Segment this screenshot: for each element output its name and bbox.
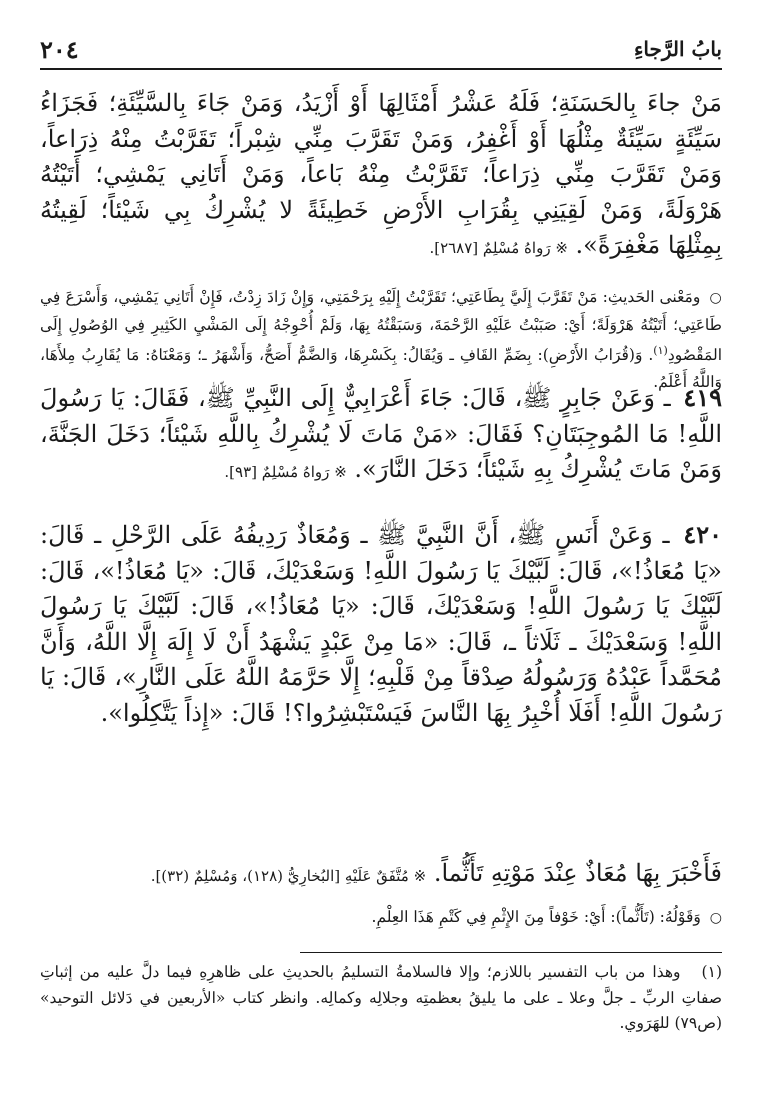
- circle-marker-icon: ○: [709, 910, 722, 926]
- hadith-number: ٤١٩: [683, 383, 722, 412]
- hadith-source: ※ رَواهُ مُسْلِمٌ [٩٣].: [224, 463, 347, 481]
- hadith-text: ـ وَعَنْ جَابِرٍ ﷺ، قَالَ: جَاءَ أَعْرَابِيٌّ إِلَى النَّبِيِّ ﷺ، فَقَالَ: يَا رَسُولَ اللَّهِ! مَا المُوجِبَتَانِ؟ فَقَالَ: «مَنْ مَاتَ لَا يُشْرِكُ بِاللَّهِ شَيْئاً؛ دَخَلَ الجَنَّةَ، وَمَنْ مَاتَ يُشْرِكُ بِهِ شَيْئاً؛ دَخَلَ النَّارَ».: [40, 384, 722, 483]
- hadith-continuation: [40, 86, 722, 267]
- hadith-text: فَأَخْبَرَ بِهَا مُعَاذٌ عِنْدَ مَوْتِهِ تَأَثُّماً.: [433, 859, 722, 887]
- page-number: ٢٠٤: [40, 34, 79, 64]
- running-header: [40, 30, 722, 70]
- hadith-text: مَنْ جاءَ بِالحَسَنَةِ؛ فَلَهُ عَشْرُ أَمْثَالِهَا أَوْ أَزْيَدُ، وَمَنْ جَاءَ بِالسَّيِّئَةِ؛ فَجَزَاءُ سَيِّئَةٍ سَيِّئَةٌ مِثْلُهَا أَوْ أَغْفِرُ، وَمَنْ تَقَرَّبَ مِنِّي شِبْراً؛ تَقَرَّبْتُ مِنْهُ ذِرَاعاً، وَمَنْ تَقَرَّبَ مِنِّي ذِرَاعاً؛ تَقَرَّبْتُ مِنْهُ بَاعاً، وَمَنْ أَتَانِي يَمْشِي؛ أَتَيْتُهُ هَرْوَلَةً، وَمَنْ لَقِيَنِي بِقُرَابِ الأَرْضِ خَطِيئَةً لا يُشْرِكُ بِي شَيْئاً؛ لَقِيتُهُ بِمِثْلِهَا مَغْفِرَةً».: [40, 89, 722, 259]
- commentary-text: وَقَوْلُهُ: (تَأَثُّماً): أَيْ: خَوْفاً مِنَ الإِثْمِ فِي كَتْمِ هَذَا العِلْمِ.: [371, 908, 701, 926]
- commentary-text-continued: . وَ(قُرَابُ الأَرْضِ): بِضَمِّ القَافِ ـ وَيُقَالُ: بِكَسْرِهَا، وَالضَّمُّ أَصَحُّ، وَأَشْهَرُ ـ؛ وَمَعْنَاهُ: مَا يُقَارِبُ مِلأَهَا، وَاللَّهُ أَعْلَمُ.: [40, 346, 722, 391]
- commentary-text: ومَعْنى الحَديثِ: مَنْ تَقَرَّبَ إِلَيَّ بِطَاعَتِي؛ تَقَرَّبْتُ إِلَيْهِ بِرَحْمَتِي، وَإِنْ زَادَ زِدْتُ، فَإِنْ أَتَانِي يَمْشِي، وَأَسْرَعَ فِي طَاعَتِي؛ أَتَيْتُهُ هَرْوَلَةً؛ أَيْ: صَبَبْتُ عَلَيْهِ الرَّحْمَةَ، وَسَبَقْتُهُ بِهَا، وَلَمْ أُحْوِجْهُ إِلَى المَشْيِ الكَثِيرِ فِي الوُصُولِ إِلَى المَقْصُودِ: [40, 288, 722, 365]
- hadith-source: ※ مُتَّفَقٌ عَلَيْهِ [البُخارِيُّ (١٢٨)، وَمُسْلِمٌ (٣٢)].: [150, 867, 427, 885]
- hadith-number: ٤٢٠: [683, 520, 722, 549]
- footnote-marker: (١): [701, 963, 722, 981]
- chapter-title: بابُ الرَّجاءِ: [634, 37, 722, 61]
- footnote: [40, 960, 722, 1037]
- circle-marker-icon: ○: [709, 290, 722, 306]
- hadith-text: ـ وَعَنْ أَنَسٍ ﷺ، أَنَّ النَّبِيَّ ﷺ ـ وَمُعَاذٌ رَدِيفُهُ عَلَى الرَّحْلِ ـ قَالَ: «يَا مُعَاذُ!»، قَالَ: لَبَّيْكَ يَا رَسُولَ اللَّهِ! وَسَعْدَيْكَ، قَالَ: «يَا مُعَاذُ!»، قَالَ: لَبَّيْكَ يَا رَسُولَ اللَّهِ! وَسَعْدَيْكَ، قَالَ: «يَا مُعَاذُ!»، قَالَ: لَبَّيْكَ يَا رَسُولَ اللَّهِ! وَسَعْدَيْكَ ـ ثَلَاثاً ـ، قَالَ: «مَا مِنْ عَبْدٍ يَشْهَدُ أَنْ لَا إِلَهَ إِلَّا اللَّهُ، وَأَنَّ مُحَمَّداً عَبْدُهُ وَرَسُولُهُ صِدْقاً مِنْ قَلْبِهِ؛ إِلَّا حَرَّمَهُ اللَّهُ عَلَى النَّارِ»، قَالَ: يَا رَسُولَ اللَّهِ! أَفَلَا أُخْبِرُ بِهَا النَّاسَ فَيَسْتَبْشِرُوا؟! قَالَ: «إِذاً يَتَّكِلُوا».: [40, 521, 722, 727]
- footnote-reference: (١): [653, 344, 668, 357]
- footnote-text: وهذا من باب التفسير باللازم؛ وإلا فالسلامةُ التسليمُ بالحديثِ على ظاهرِهِ فيما دلَّ عليه من إثباتِ صفاتِ الربِّ ـ جلَّ وعلا ـ على ما يليقُ بعظمتِه وجلالِه وكمالِه. وانظر كتاب «الأربعين في دَلائل التوحيد» (ص٧٩) للهَرَوي.: [40, 963, 722, 1032]
- hadith-419: [40, 380, 722, 491]
- hadith-420: [40, 517, 722, 731]
- commentary-paragraph-2: [40, 904, 722, 932]
- commentary-paragraph: [40, 284, 722, 395]
- footnote-divider: [300, 952, 722, 953]
- hadith-420-conclusion: [40, 856, 722, 895]
- hadith-source: ※ رَواهُ مُسْلِمٌ [٢٦٨٧].: [429, 239, 568, 257]
